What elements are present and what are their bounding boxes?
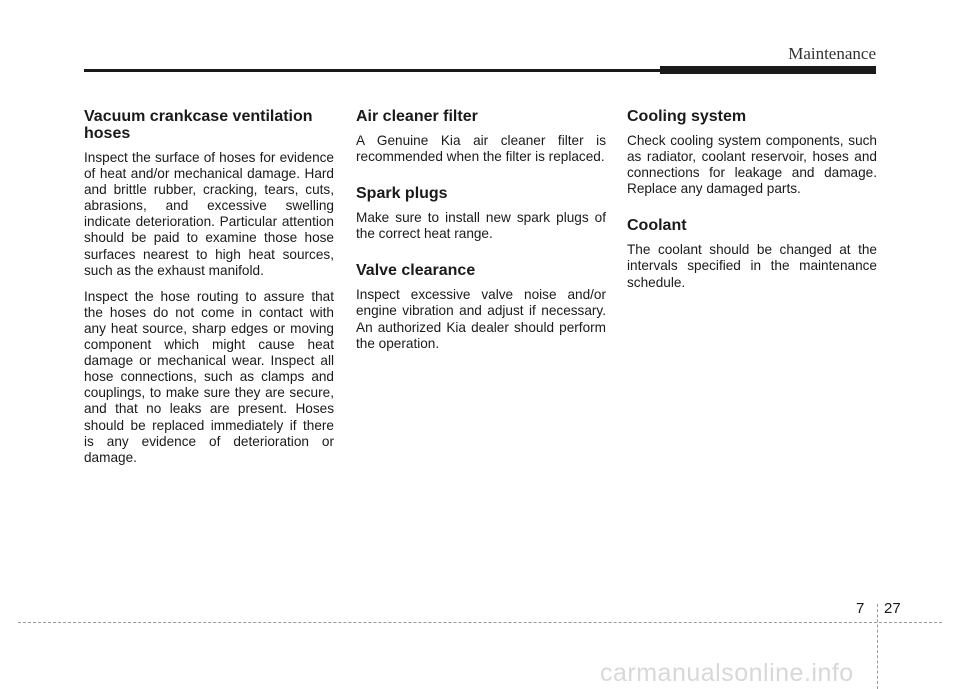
paragraph: Inspect excessive valve noise and/or engine vibration and adjust if necessary. An authorized Kia dealer should perform the operation. — [356, 287, 606, 351]
paragraph: Make sure to install new spark plugs of the correct heat range. — [356, 210, 606, 242]
paragraph: Inspect the hose routing to assure that the hoses do not come in contact with any heat source, sharp edges or moving component which might cause heat damage or mechanical wear. Inspect all hose connections, such as clamps and couplings, to make sure they are secure, and that no leaks are present. Hoses should be replaced immediately if there is any evidence of deterioration or damage. — [84, 288, 334, 465]
paragraph: The coolant should be changed at the intervals specified in the maintenance schedule. — [627, 242, 877, 290]
paragraph: A Genuine Kia air cleaner filter is recommended when the filter is replaced. — [356, 133, 606, 165]
footer-divider — [877, 604, 878, 689]
column-3 — [627, 108, 877, 301]
page-number: 27 — [884, 600, 901, 617]
heading-air-cleaner-filter: Air cleaner filter — [356, 108, 478, 125]
heading-cooling-system: Cooling system — [627, 108, 747, 125]
paragraph: Inspect the surface of hoses for evidence of heat and/or mechanical damage. Hard and brittle rubber, cracking, tears, cuts, abrasions, and excessive swelling indicate deterioration. Particular attention should be paid to examine those hose surfaces nearest to high heat sources, such as the exhaust manifold. — [84, 150, 334, 278]
heading-valve-clearance: Valve clearance — [356, 262, 476, 280]
watermark: carmanualsonline.info — [600, 659, 854, 687]
heading-vacuum-crankcase-hoses: Vacuum crankcase ventilation hoses — [84, 108, 313, 142]
section-title: Maintenance — [788, 44, 876, 63]
paragraph: Check cooling system components, such as radiator, coolant reservoir, hoses and connections for leakage and damage. Replace any damaged parts. — [627, 133, 877, 197]
header-rule-thick — [660, 66, 876, 74]
heading-spark-plugs: Spark plugs — [356, 185, 448, 203]
heading-coolant: Coolant — [627, 217, 687, 235]
footer-rule — [18, 622, 942, 623]
chapter-number: 7 — [856, 600, 865, 617]
column-1 — [84, 108, 334, 476]
column-2 — [356, 108, 606, 362]
header-rule-thin — [84, 69, 664, 72]
